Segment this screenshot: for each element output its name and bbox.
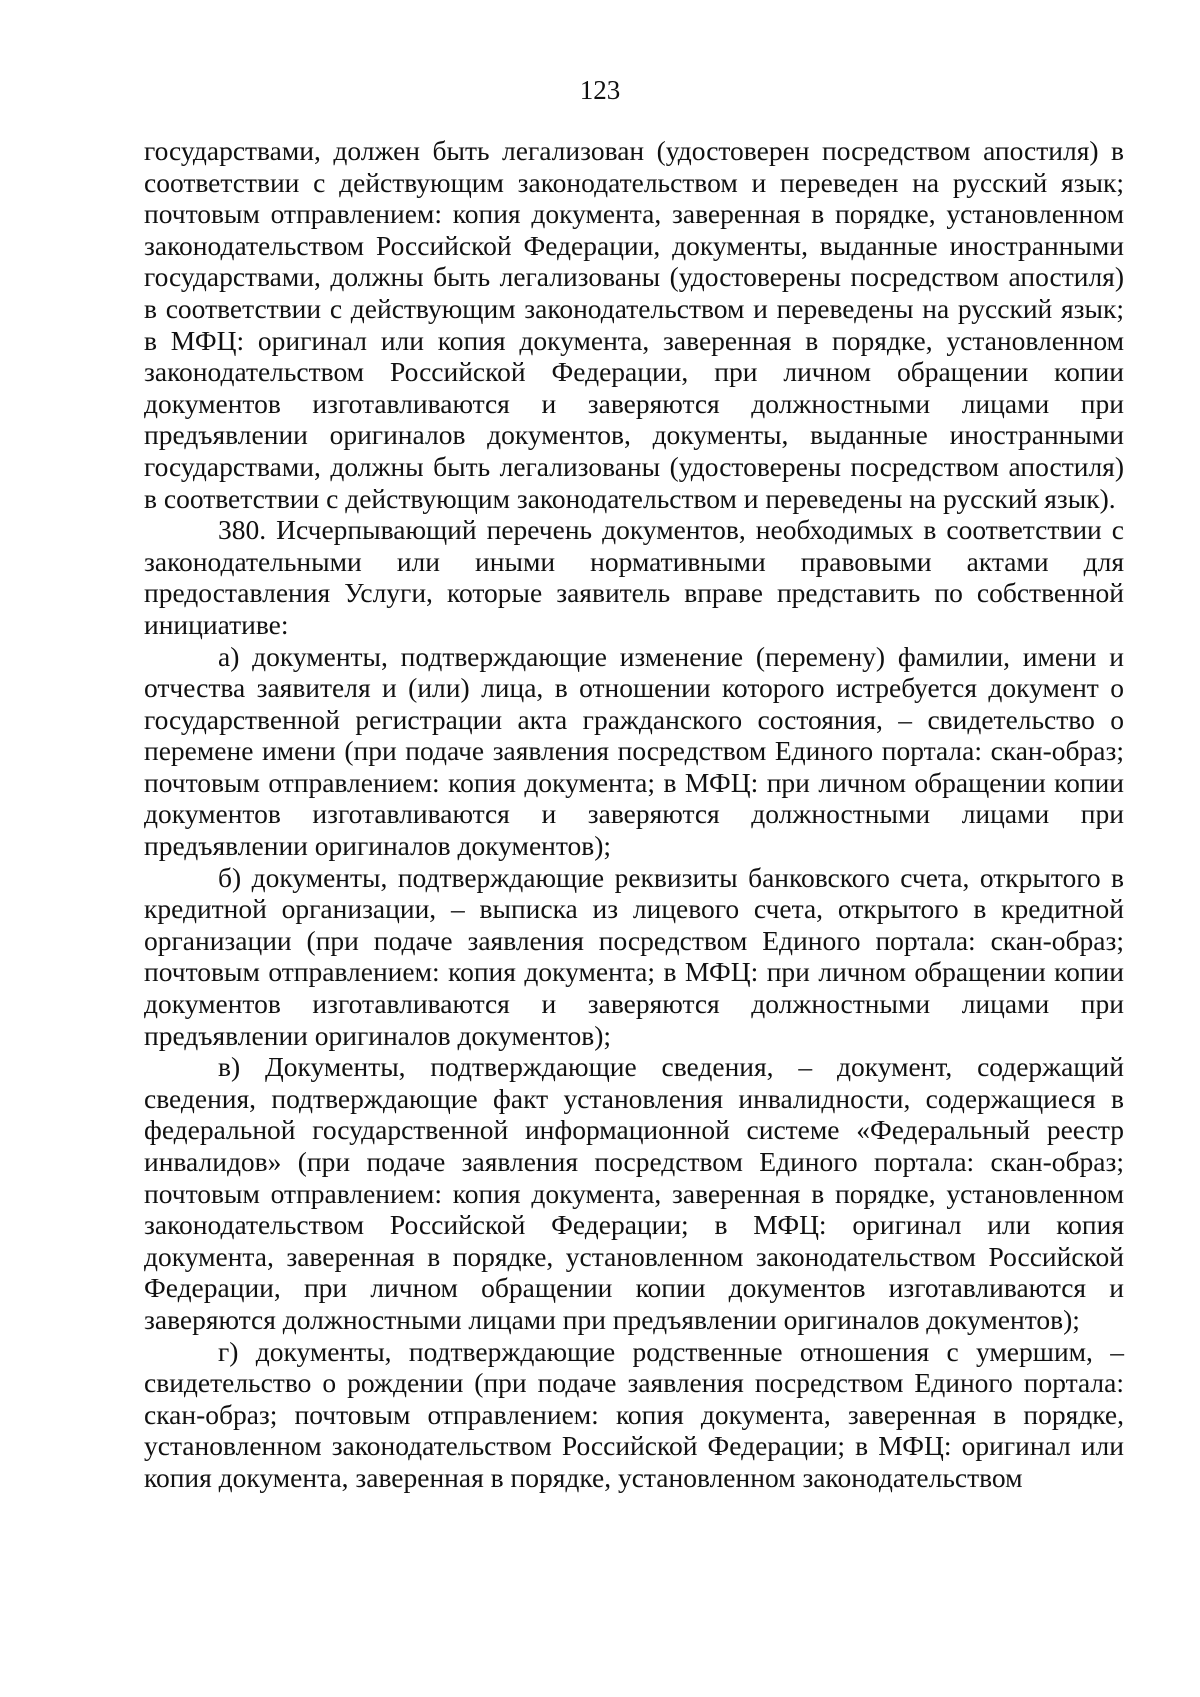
paragraph-item-a: а) документы, подтверждающие изменение (перемену) фамилии, имени и отчества заявителя и (или) лица, в отношении которого истребуется документ о государственной регистрации акта гражданского состояния, – свидетельство о перемене имени (при подаче заявления посредством Единого портала: скан-образ; почтовым отправлением: копия документа; в МФЦ: при личном обращении копии документов изготавливаются и заверяются должностными лицами при предъявлении оригиналов документов); [144,640,1124,862]
paragraph-item-b: б) документы, подтверждающие реквизиты банковского счета, открытого в кредитной организации, – выписка из лицевого счета, открытого в кредитной организации (при подаче заявления посредством Единого портала: скан-образ; почтовым отправлением: копия документа; в МФЦ: при личном обращении копии документов изготавливаются и заверяются должностными лицами при предъявлении оригиналов документов); [144,861,1124,1051]
paragraph-380: 380. Исчерпывающий перечень документов, необходимых в соответствии с законодательными или иными нормативными правовыми актами для предоставления Услуги, которые заявитель вправе представить по собственной инициативе: [144,514,1124,640]
page-number: 123 [579,75,621,105]
paragraph-item-v: в) Документы, подтверждающие сведения, – документ, содержащий сведения, подтверждающие факт установления инвалидности, содержащиеся в федеральной государственной информационной системе «Федеральный реестр инвалидов» (при подаче заявления посредством Единого портала: скан-образ; почтовым отправлением: копия документа, заверенная в порядке, установленном законодательством Российской Федерации; в МФЦ: оригинал или копия документа, заверенная в порядке, установленном законодательством Российской Федерации, при личном обращении копии документов изготавливаются и заверяются должностными лицами при предъявлении оригиналов документов); [144,1051,1124,1335]
paragraph-continuation: государствами, должен быть легализован (удостоверен посредством апостиля) в соответствии с действующим законодательством и переведен на русский язык; почтовым отправлением: копия документа, заверенная в порядке, установленном законодательством Российской Федерации, документы, выданные иностранными государствами, должны быть легализованы (удостоверены посредством апостиля) в соответствии с действующим законодательством и переведены на русский язык; в МФЦ: оригинал или копия документа, заверенная в порядке, установленном законодательством Российской Федерации, при личном обращении копии документов изготавливаются и заверяются должностными лицами при предъявлении оригиналов документов, документы, выданные иностранными государствами, должны быть легализованы (удостоверены посредством апостиля) в соответствии с действующим законодательством и переведены на русский язык). [144,135,1124,514]
document-body [144,135,1124,1494]
paragraph-item-g: г) документы, подтверждающие родственные отношения с умершим, – свидетельство о рождении (при подаче заявления посредством Единого портала: скан-образ; почтовым отправлением: копия документа, заверенная в порядке, установленном законодательством Российской Федерации; в МФЦ: оригинал или копия документа, заверенная в порядке, установленном законодательством [144,1335,1124,1493]
